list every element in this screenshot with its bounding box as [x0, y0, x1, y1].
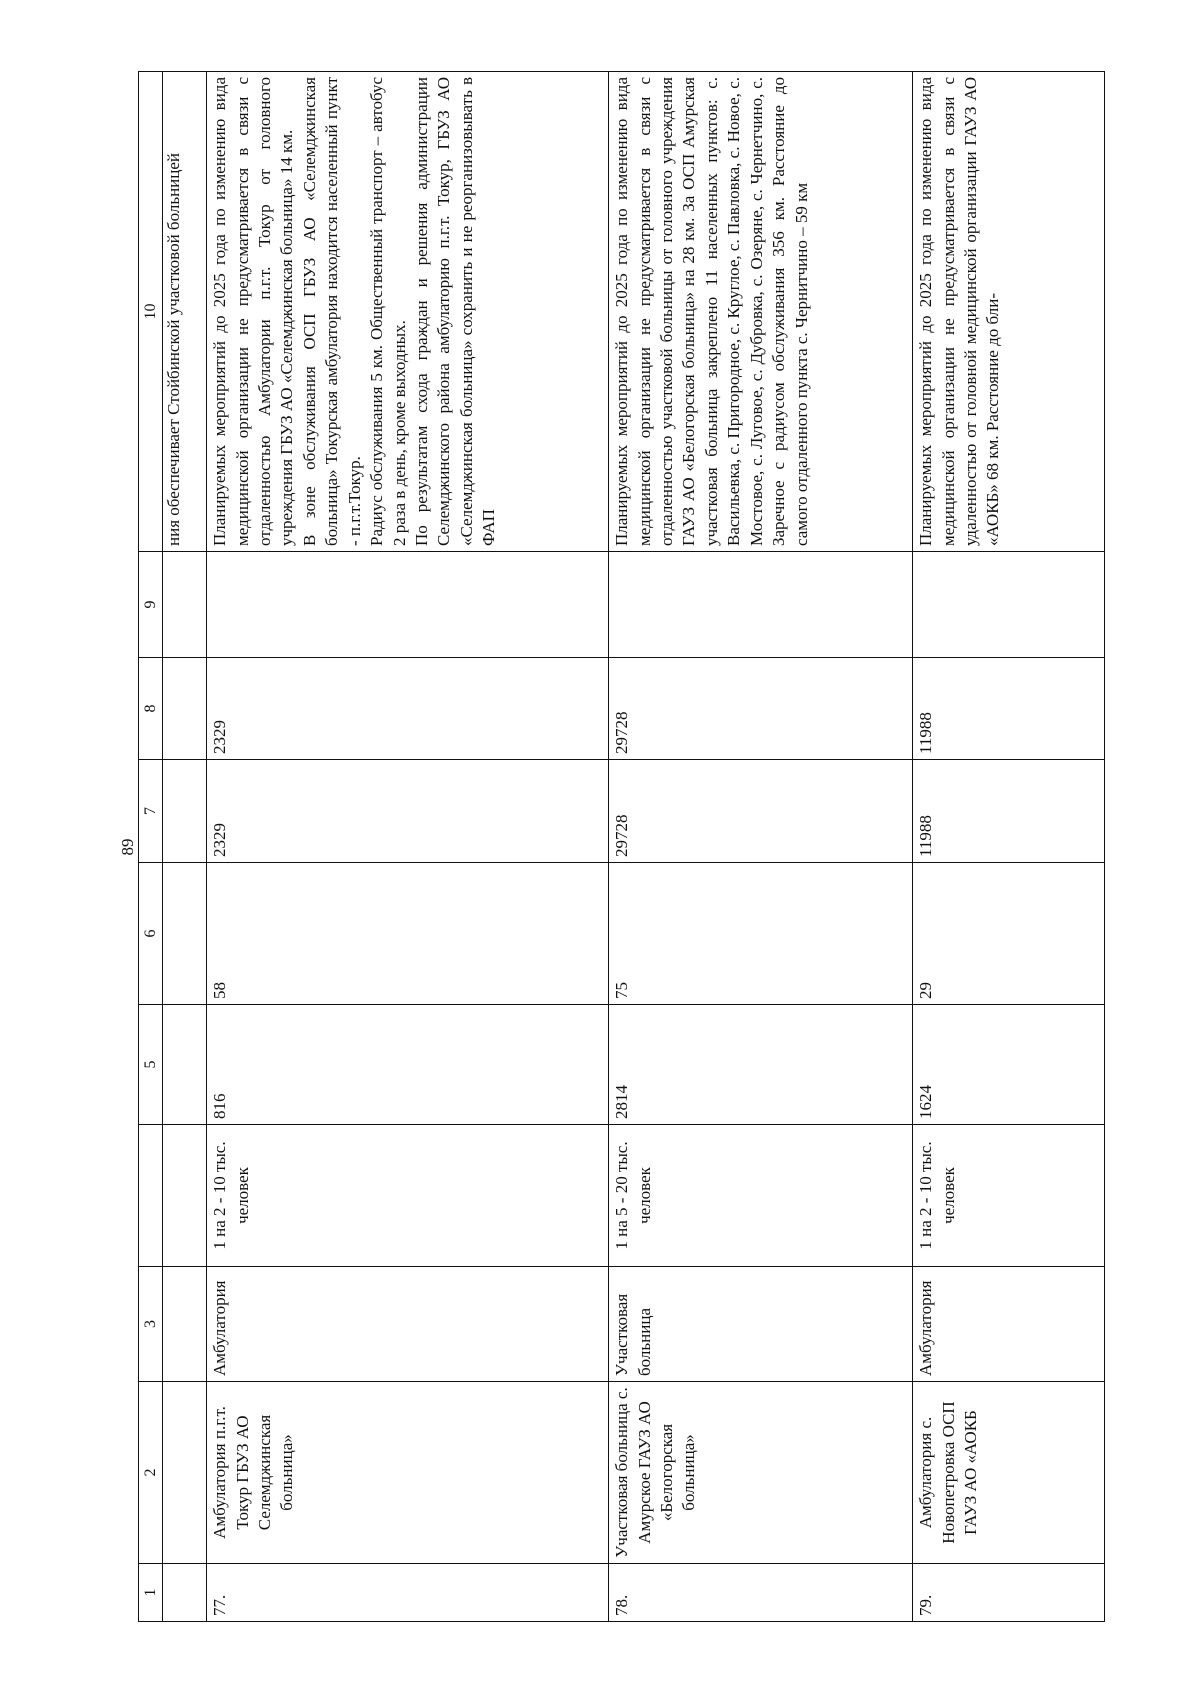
row-number: 77.	[207, 1564, 609, 1622]
row-number: 79.	[913, 1564, 1105, 1622]
value-col5: 816	[207, 1005, 609, 1125]
column-header: 8	[139, 658, 163, 760]
notes-cell	[609, 72, 913, 552]
column-header: 1	[139, 1564, 163, 1622]
column-header	[139, 1125, 163, 1267]
page-number: 89	[118, 838, 137, 856]
header-row	[139, 72, 163, 1622]
value-col5: 2814	[609, 1005, 913, 1125]
notes-paragraph: Планируемых мероприятий до 2025 года по изменению вида медицинской организации не предусматривается в связи с удаленностью от головной медицинской организации ГАУЗ АО «АОКБ» 68 км. Расстояние до бли-	[916, 77, 1003, 546]
continuation-notes: ния обеспечивает Стойбинской участковой больницей	[163, 72, 207, 552]
organization-name: Амбулатория п.г.т. Токур ГБУЗ АО Селемджинская больница»	[207, 1382, 609, 1564]
value-col8: 2329	[207, 658, 609, 760]
value-col9	[609, 552, 913, 658]
table-row	[207, 72, 609, 1622]
value-col8: 29728	[609, 658, 913, 760]
column-header: 5	[139, 1005, 163, 1125]
organization-type: Участковая больница	[609, 1267, 913, 1382]
column-header: 3	[139, 1267, 163, 1382]
notes-paragraph: В зоне обслуживания ОСП ГБУЗ АО «Селемджинская больница» Токурская амбулатория находится населенный пункт - п.г.т.Токур.	[299, 77, 364, 546]
value-col6: 58	[207, 863, 609, 1005]
value-col7: 11988	[913, 760, 1105, 863]
notes-paragraph: Радиус обслуживания 5 км. Общественный транспорт – автобус 2 раза в день, кроме выходных.	[367, 77, 409, 546]
notes-cell	[913, 72, 1105, 552]
population-norm: 1 на 5 - 20 тыс. человек	[609, 1125, 913, 1267]
notes-cell	[207, 72, 609, 552]
value-col6: 29	[913, 863, 1105, 1005]
notes-paragraph: Планируемых мероприятий до 2025 года по изменению вида медицинской организации не предусматривается в связи с отдаленностью Амбулатории п.г.т. Токур от головного учреждения ГБУЗ АО «Селемджинская больница» 14 км.	[210, 77, 297, 546]
column-header: 2	[139, 1382, 163, 1564]
column-header: 6	[139, 863, 163, 1005]
organization-type: Амбулатория	[207, 1267, 609, 1382]
value-col8: 11988	[913, 658, 1105, 760]
organization-name: Участковая больница с. Амурское ГАУЗ АО «Белогорская больница»	[609, 1382, 913, 1564]
value-col5: 1624	[913, 1005, 1105, 1125]
value-col9	[913, 552, 1105, 658]
organization-name: Амбулатория с. Новопетровка ОСП ГАУЗ АО «АОКБ	[913, 1382, 1105, 1564]
continuation-row	[163, 72, 207, 1622]
value-col6: 75	[609, 863, 913, 1005]
notes-paragraph: Планируемых мероприятий до 2025 года по изменению вида медицинской организации не предусматривается в связи с отдаленностью участковой больницы от головного учреждения ГАУЗ АО «Белогорская больница» на 28 км. За ОСП Амурская участковая больница закреплено 11 населенных пунктов: с. Васильевка, с. Пригородное, с. Круглое, с. Павловка, с. Новое, с. Мостовое, с. Луговое, с. Дубровка, с. Озеряне, с. Чернетчино, с. Заречное с радиусом обслуживания 356 км. Расстояние до самого отдаленного пункта с. Чернитчино – 59 км	[612, 77, 811, 546]
population-norm: 1 на 2 - 10 тыс. человек	[913, 1125, 1105, 1267]
table-row	[913, 72, 1105, 1622]
value-col7: 2329	[207, 760, 609, 863]
rotated-table-wrapper	[138, 72, 1100, 1622]
value-col9	[207, 552, 609, 658]
column-header: 9	[139, 552, 163, 658]
value-col7: 29728	[609, 760, 913, 863]
row-number: 78.	[609, 1564, 913, 1622]
column-header: 7	[139, 760, 163, 863]
population-norm: 1 на 2 - 10 тыс. человек	[207, 1125, 609, 1267]
notes-paragraph: По результатам схода граждан и решения администрации Селемджинского района амбулаторию п.г.т. Токур, ГБУЗ АО «Селемджинская больница» сохранить и не реорганизовывать в ФАП	[412, 77, 499, 546]
table-row	[609, 72, 913, 1622]
medical-organizations-table	[138, 71, 1105, 1622]
organization-type: Амбулатория	[913, 1267, 1105, 1382]
column-header: 10	[139, 72, 163, 552]
